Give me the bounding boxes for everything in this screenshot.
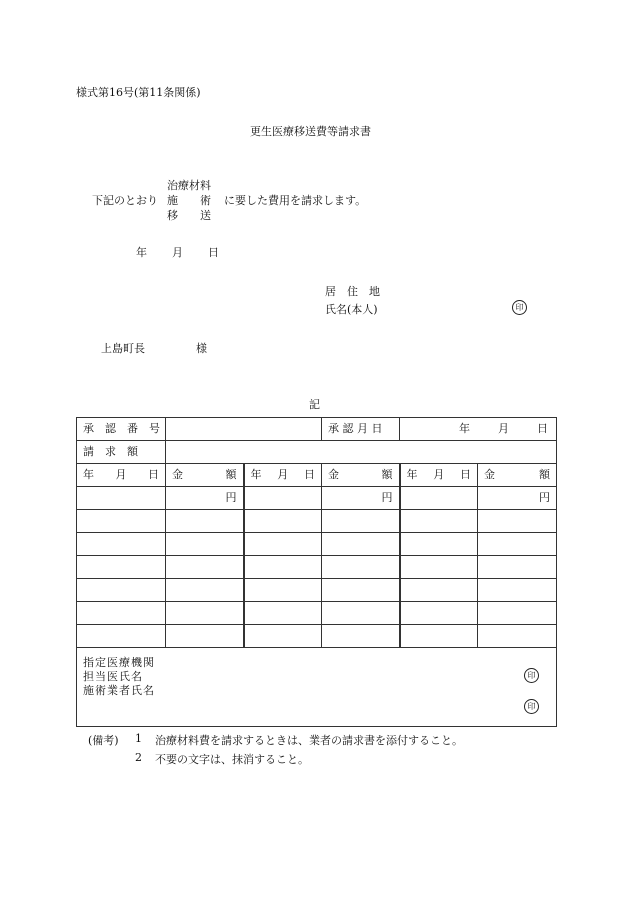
col-amount-2: 金 額 xyxy=(322,464,400,487)
entry-date[interactable] xyxy=(244,487,322,510)
entry-date[interactable] xyxy=(77,487,166,510)
ki-heading: 記 xyxy=(309,398,320,411)
approval-day: 日 xyxy=(537,422,548,435)
col-date-1: 年 月 日 xyxy=(77,464,166,487)
entry-amount[interactable]: 円 xyxy=(166,487,244,510)
table-row xyxy=(77,487,557,510)
note-2-text: 不要の文字は、抹消すること。 xyxy=(155,753,309,766)
table-row xyxy=(77,602,557,625)
vendor-seal-icon: 印 xyxy=(524,699,539,714)
claim-table xyxy=(76,417,557,727)
entry-date[interactable] xyxy=(400,487,478,510)
applicant-seal-icon: 印 xyxy=(512,300,527,315)
col-date-2: 年 月 日 xyxy=(244,464,322,487)
date-day: 日 xyxy=(208,246,219,259)
request-suffix: に要した費用を請求します。 xyxy=(224,194,367,207)
claim-amount-row xyxy=(77,441,557,464)
table-row xyxy=(77,625,557,648)
claim-amount-value[interactable] xyxy=(166,441,557,464)
provider-label-doctor: 担当医氏名 xyxy=(83,670,143,683)
request-item-transport: 移 送 xyxy=(167,209,211,222)
notes-label: (備考) xyxy=(88,734,119,747)
request-item-materials: 治療材料 xyxy=(167,179,211,192)
provider-label-vendor: 施術業者氏名 xyxy=(83,684,155,697)
provider-cell[interactable] xyxy=(77,648,557,727)
approval-row xyxy=(77,418,557,441)
col-amount-3: 金 額 xyxy=(478,464,557,487)
col-date-3: 年 月 日 xyxy=(400,464,478,487)
column-header-row xyxy=(77,464,557,487)
addressee-honorific: 様 xyxy=(196,342,207,355)
approval-number-value[interactable] xyxy=(166,418,322,441)
page-title: 更生医療移送費等請求書 xyxy=(250,125,371,138)
doctor-seal-icon: 印 xyxy=(524,668,539,683)
provider-label-institution: 指定医療機関 xyxy=(83,656,155,669)
entry-amount[interactable]: 円 xyxy=(322,487,400,510)
approval-date-value[interactable] xyxy=(400,418,557,441)
request-item-treatment: 施 術 xyxy=(167,194,211,207)
provider-row xyxy=(77,648,557,727)
claim-amount-label: 請 求 額 xyxy=(77,441,166,464)
note-1-text: 治療材料費を請求するときは、業者の請求書を添付すること。 xyxy=(155,734,463,747)
form-number: 様式第16号(第11条関係) xyxy=(76,86,201,99)
note-2-number: 2 xyxy=(135,751,142,764)
approval-date-label: 承 認 月 日 xyxy=(322,418,400,441)
table-row xyxy=(77,533,557,556)
note-1-number: 1 xyxy=(135,732,142,745)
approval-year: 年 xyxy=(459,422,470,435)
address-label: 居 住 地 xyxy=(325,285,380,298)
table-row xyxy=(77,579,557,602)
approval-number-label: 承 認 番 号 xyxy=(77,418,166,441)
request-prefix: 下記のとおり xyxy=(92,194,158,207)
table-row xyxy=(77,510,557,533)
date-year: 年 xyxy=(136,246,147,259)
approval-month: 月 xyxy=(498,422,509,435)
addressee-name: 上島町長 xyxy=(101,342,145,355)
table-row xyxy=(77,556,557,579)
name-label: 氏名(本人) xyxy=(325,303,378,316)
date-month: 月 xyxy=(172,246,183,259)
col-amount-1: 金 額 xyxy=(166,464,244,487)
entry-amount[interactable]: 円 xyxy=(478,487,557,510)
